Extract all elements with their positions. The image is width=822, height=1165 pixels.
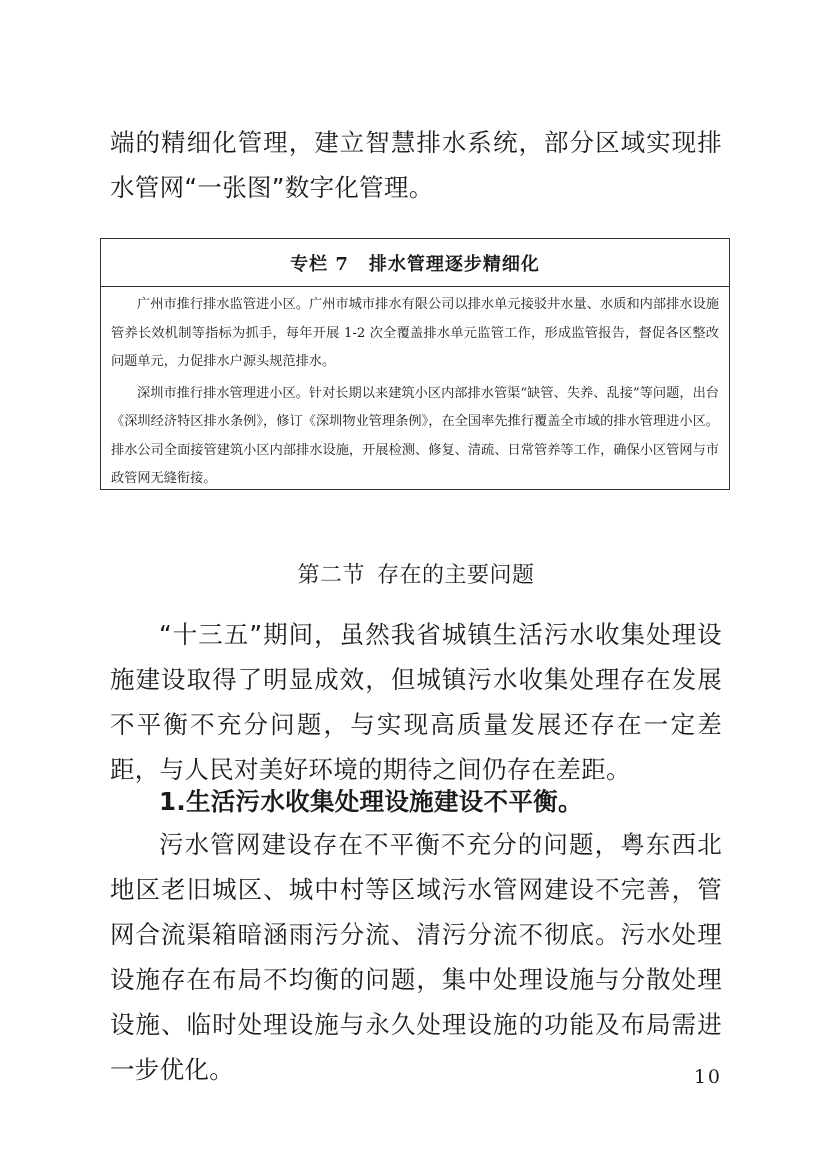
subheading-1: 1.生活污水收集处理设施建设不平衡。	[159, 787, 583, 816]
page-number: 10	[693, 1066, 722, 1088]
feature-box-body	[101, 287, 729, 494]
section-heading: 存在的主要问题	[377, 563, 535, 588]
section-title	[110, 558, 722, 589]
body-paragraph-2: 污水管网建设存在不平衡不充分的问题，粤东西北地区老旧城区、城中村等区域污水管网建设不完善，管网合流渠箱暗涵雨污分流、清污分流不彻底。污水处理设施存在布局不均衡的问题，集中处理设施与分散处理设施、临时处理设施与永久处理设施的功能及布局需进一步优化。	[110, 830, 722, 1084]
feature-box-label: 专栏 7	[290, 253, 349, 275]
feature-box-paragraph-shenzhen: 深圳市推行排水管理进小区。针对长期以来建筑小区内部排水管渠“缺管、失养、乱接”等问题，出台《深圳经济特区排水条例》，修订《深圳物业管理条例》，在全国率先推行覆盖全市域的排水管理进小区。排水公司全面接管建筑小区内部排水设施，开展检测、修复、清疏、日常管养等工作，确保小区管网与市政管网无缝衔接。	[111, 385, 719, 486]
section-number: 第二节	[297, 563, 365, 588]
intro-paragraph: 端的精细化管理，建立智慧排水系统，部分区域实现排水管网“一张图”数字化管理。	[110, 128, 722, 202]
body-paragraph-1: “十三五”期间，虽然我省城镇生活污水收集处理设施建设取得了明显成效，但城镇污水收集处理存在发展不平衡不充分问题，与实现高质量发展还存在一定差距，与人民对美好环境的期待之间仍存在差距。	[110, 620, 722, 784]
feature-box	[100, 238, 730, 490]
feature-box-heading: 排水管理逐步精细化	[368, 253, 540, 275]
feature-box-paragraph-guangzhou: 广州市推行排水监管进小区。广州市城市排水有限公司以排水单元接驳井水量、水质和内部排水设施管养长效机制等指标为抓手，每年开展 1-2 次全覆盖排水单元监管工作，形成监管报告，督促各区整改问题单元，力促排水户源头规范排水。	[111, 297, 719, 369]
feature-box-title	[101, 239, 729, 287]
